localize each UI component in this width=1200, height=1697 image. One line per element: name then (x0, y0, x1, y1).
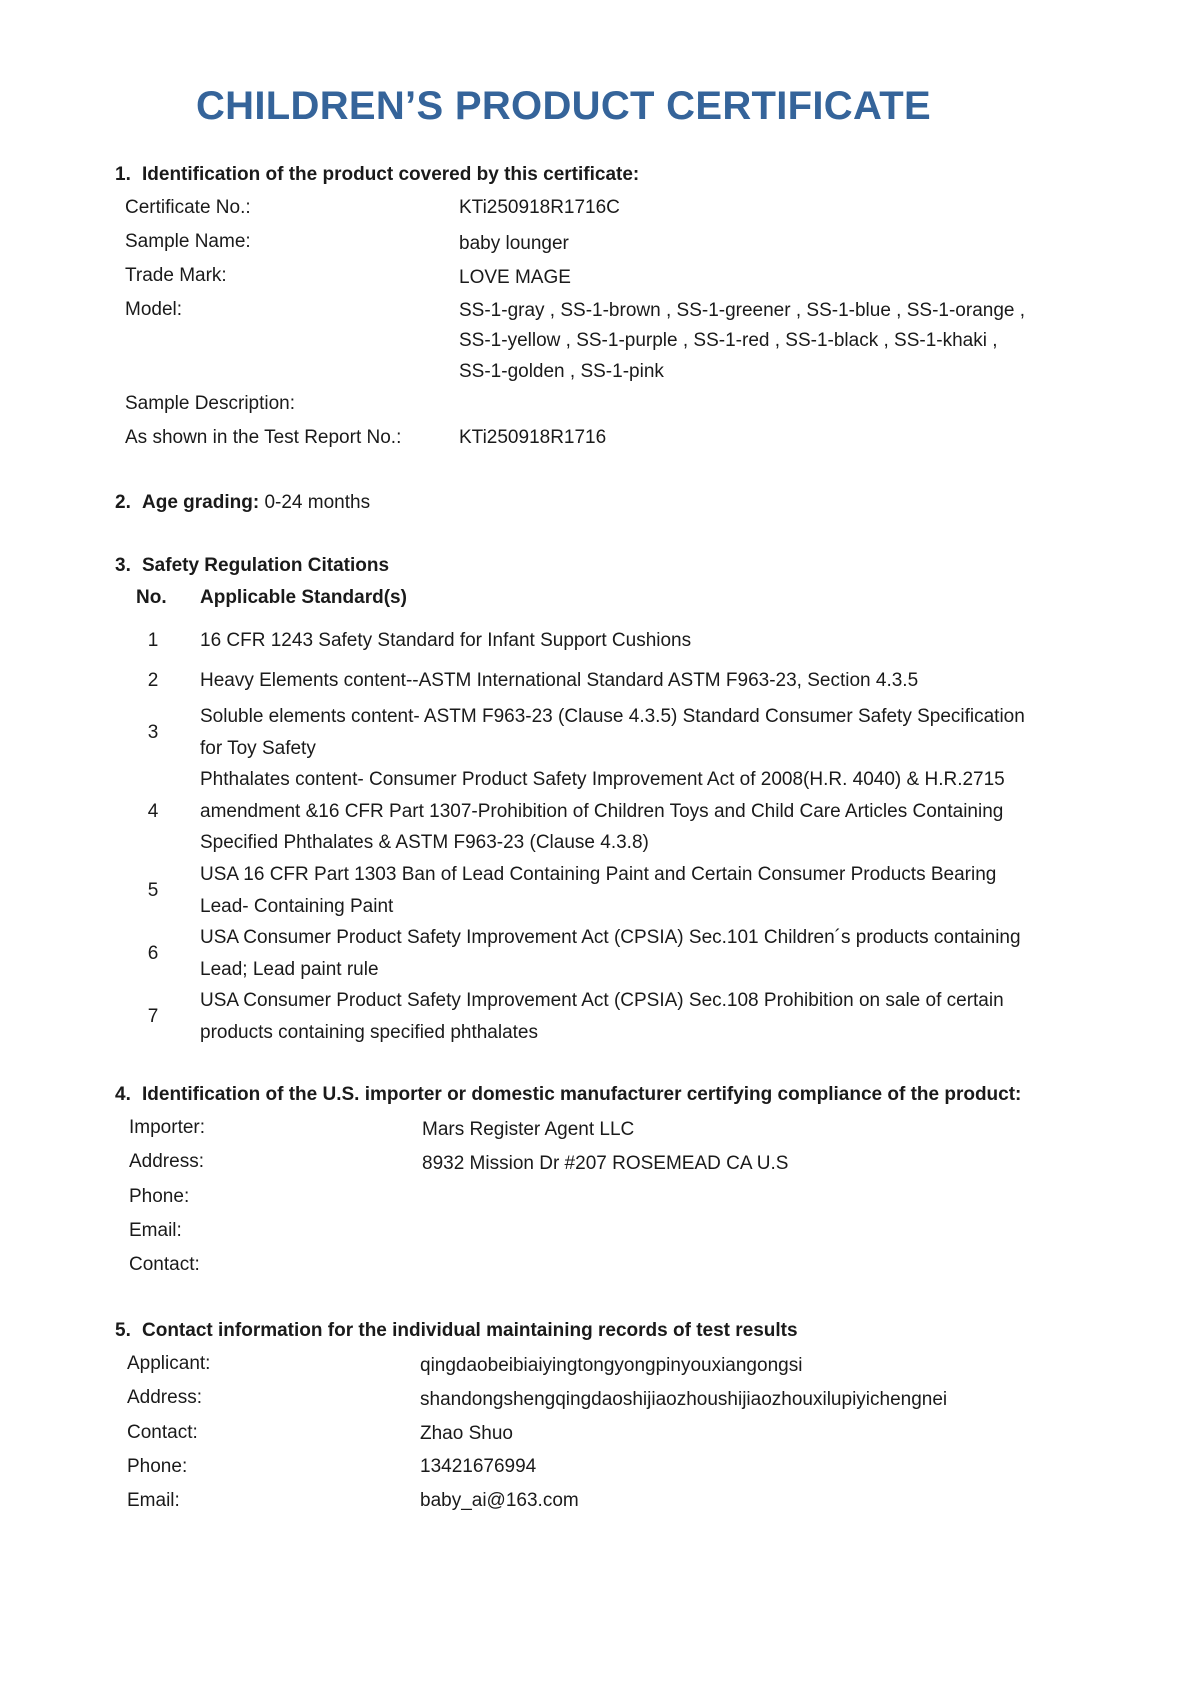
standard-row (130, 859, 1100, 922)
standard-row-line: for Toy Safety (200, 737, 316, 759)
importer-value: Mars Register Agent LLC (422, 1119, 635, 1140)
certificate-title: CHILDREN’S PRODUCT CERTIFICATE (196, 84, 931, 128)
section-1-number: 1. (115, 164, 131, 185)
applicant-phone-value: 13421676994 (420, 1456, 537, 1477)
standard-row-line: USA Consumer Product Safety Improvement Act (CPSIA) Sec.101 Children´s products containing (200, 927, 1021, 948)
standard-row-line: USA 16 CFR Part 1303 Ban of Lead Containing Paint and Certain Consumer Products Bearing (200, 864, 997, 885)
importer-label: Importer: (129, 1117, 206, 1138)
applicant-label: Applicant: (127, 1353, 211, 1374)
standard-row (130, 701, 1100, 764)
section-4-heading (115, 1084, 1021, 1106)
section-2-title: Age grading: (142, 492, 260, 513)
applicant-email-label: Email: (127, 1490, 180, 1511)
section-2-number: 2. (115, 492, 131, 513)
standard-row-line: Lead; Lead paint rule (200, 958, 379, 980)
standard-row-text (200, 665, 1100, 697)
importer-phone-label: Phone: (129, 1186, 190, 1207)
standard-row-no: 7 (147, 1005, 159, 1027)
certificate-no-label: Certificate No.: (125, 197, 251, 218)
standard-row-text (200, 985, 1100, 1048)
standard-row-text (200, 859, 1100, 922)
standard-row-line: 16 CFR 1243 Safety Standard for Infant Support Cushions (200, 630, 692, 652)
standard-row (130, 985, 1100, 1048)
trade-mark-label: Trade Mark: (125, 265, 227, 286)
section-4-title: Identification of the U.S. importer or domestic manufacturer certifying compliance of the product: (142, 1084, 1022, 1105)
section-2-heading (115, 492, 370, 514)
standard-row-text (200, 922, 1100, 985)
model-value-line-1: SS-1-gray , SS-1-brown , SS-1-greener , SS-1-blue , SS-1-orange , (459, 300, 1026, 321)
standards-col-standard: Applicable Standard(s) (200, 587, 407, 608)
applicant-address-label: Address: (127, 1387, 202, 1408)
applicant-contact-value: Zhao Shuo (420, 1423, 513, 1444)
standard-row (130, 922, 1100, 985)
applicant-address-value: shandongshengqingdaoshijiaozhoushijiaozhouxilupiyichengnei (420, 1389, 948, 1410)
section-1-title: Identification of the product covered by this certificate: (142, 164, 640, 185)
model-label: Model: (125, 299, 183, 320)
sample-name-value: baby lounger (459, 233, 569, 254)
standard-row-no: 5 (147, 879, 159, 901)
model-value-line-3: SS-1-golden , SS-1-pink (459, 361, 664, 382)
standards-col-no: No. (136, 587, 167, 608)
test-report-value: KTi250918R1716 (459, 427, 607, 448)
applicant-value: qingdaobeibiaiyingtongyongpinyouxiangongsi (420, 1355, 803, 1376)
trade-mark-value: LOVE MAGE (459, 267, 571, 288)
importer-contact-label: Contact: (129, 1254, 200, 1275)
sample-name-label: Sample Name: (125, 231, 251, 252)
certificate-no-value: KTi250918R1716C (459, 197, 620, 218)
section-5-heading (115, 1320, 798, 1342)
standard-row-line: products containing specified phthalates (200, 1021, 539, 1043)
section-5-title: Contact information for the individual maintaining records of test results (142, 1320, 798, 1341)
sample-description-label: Sample Description: (125, 393, 296, 414)
standard-row-line: Heavy Elements content--ASTM International Standard ASTM F963-23, Section 4.3.5 (200, 670, 919, 692)
standard-row-line: Specified Phthalates & ASTM F963-23 (Clause 4.3.8) (200, 832, 649, 854)
model-value-line-2: SS-1-yellow , SS-1-purple , SS-1-red , SS-1-black , SS-1-khaki , (459, 330, 998, 351)
standard-row-text (200, 625, 1100, 657)
section-3-heading (115, 555, 389, 577)
applicant-phone-label: Phone: (127, 1456, 188, 1477)
standard-row-line: Soluble elements content- ASTM F963-23 (Clause 4.3.5) Standard Consumer Safety Specification (200, 706, 1025, 727)
section-3-number: 3. (115, 555, 131, 576)
standard-row-no: 6 (147, 942, 159, 964)
standard-row-line: Phthalates content- Consumer Product Safety Improvement Act of 2008(H.R. 4040) & H.R.2715 (200, 769, 1005, 791)
standard-row (130, 764, 1100, 859)
standard-row-line: amendment &16 CFR Part 1307-Prohibition of Children Toys and Child Care Articles Containing (200, 800, 1004, 822)
standard-row-text (200, 701, 1100, 764)
section-1-heading (115, 164, 639, 186)
section-3-title: Safety Regulation Citations (142, 555, 390, 576)
applicant-email-value: baby_ai@163.com (420, 1490, 579, 1511)
standard-row-line: Lead- Containing Paint (200, 895, 394, 917)
section-4-number: 4. (115, 1084, 131, 1105)
standard-row (130, 665, 1100, 697)
age-grading-value: 0-24 months (264, 492, 371, 513)
standard-row-line: USA Consumer Product Safety Improvement Act (CPSIA) Sec.108 Prohibition on sale of certain (200, 990, 1004, 1011)
section-5-number: 5. (115, 1320, 131, 1341)
standard-row-no: 2 (147, 670, 159, 691)
applicant-contact-label: Contact: (127, 1422, 198, 1443)
standard-row (130, 625, 1100, 657)
importer-address-value: 8932 Mission Dr #207 ROSEMEAD CA U.S (422, 1153, 789, 1174)
standard-row-text (200, 764, 1100, 859)
importer-address-label: Address: (129, 1151, 204, 1172)
standard-row-no: 1 (147, 630, 159, 651)
test-report-label: As shown in the Test Report No.: (125, 427, 402, 448)
standard-row-no: 4 (147, 800, 159, 822)
importer-email-label: Email: (129, 1220, 182, 1241)
standard-row-no: 3 (147, 721, 159, 743)
